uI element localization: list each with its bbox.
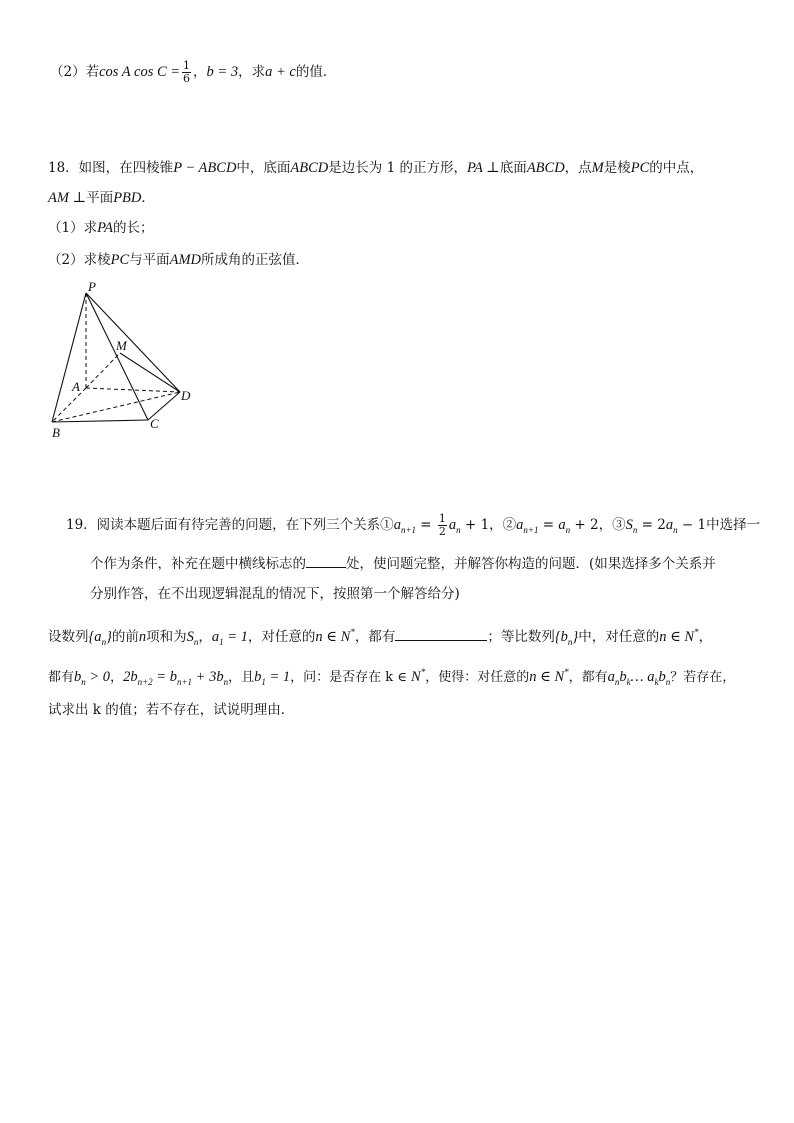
q18-part1: （1）求PA的长； [48, 220, 154, 236]
q18-line2: AM ⊥平面PBD． [48, 190, 155, 206]
label-M: M [116, 338, 127, 353]
label-B: B [52, 425, 60, 440]
q19-line3: 分别作答，在不出现逻辑混乱的情况下，按照第一个解答给分) [90, 586, 460, 602]
edge-MD [120, 353, 180, 392]
label-C: C [150, 416, 159, 431]
edge-BD [52, 392, 180, 422]
edge-PB [52, 293, 86, 422]
fraction: $\frac{1}{6}$ [183, 59, 191, 85]
label-D: D [181, 388, 191, 403]
q19-line1: 19．阅读本题后面有待完善的问题，在下列三个关系$①a_{n+1}$ = $\frac{1}{2}$ $a_n + 1$，$②a_{n+1} = a_n + 2$，$③S_n = 2a_n - 1$中选择一 [66, 512, 761, 538]
label-P: P [88, 280, 96, 294]
answer-blank[interactable] [395, 626, 487, 641]
q19-line4: 设数列$\{a_n\}$的前n项和为$S_n$，$a_1 = 1$，对任意的n ∈ N*，都有 ；等比数列$\{b_n\}$中，对任意的n ∈ N*， [48, 627, 713, 647]
q19-line6: 试求出 k 的值；若不存在，试说明理由． [48, 702, 295, 718]
fraction: $\frac{1}{2}$ [438, 512, 446, 538]
edge-AB [52, 388, 86, 422]
q19-line5: 都有$b_n > 0$，$2b_{n+2} = b_{n+1} + 3b_n$，且$b_1 = 1$，问：是否存在 k ∈ N*，使得：对任意的n ∈ N*，都有$a_nb_k\dots$ $a_kb_n$？若存在， [48, 667, 736, 687]
edge-PD [86, 293, 180, 392]
q18-part2: （2）求棱PC与平面AMD所成角的正弦值． [48, 252, 310, 268]
q19-line2: 个作为条件，补充在题中横线标志的 处，使问题完整，并解答你构造的问题．(如果选择多个关系并 [90, 553, 716, 574]
q17-part2-line: （2）若cos A cos C = $\frac{1}{6}$ ，b = 3，求a + c的值． [50, 59, 337, 85]
pyramid-figure [44, 280, 204, 440]
label-A: A [72, 379, 80, 394]
short-blank [306, 553, 346, 568]
edge-BC [52, 420, 148, 422]
q18-line1: 18．如图，在四棱锥P − ABCD中，底面ABCD是边长为 1 的正方形，PA ⊥底面ABCD，点M是棱PC的中点， [48, 160, 704, 176]
edge-AM [86, 353, 120, 388]
